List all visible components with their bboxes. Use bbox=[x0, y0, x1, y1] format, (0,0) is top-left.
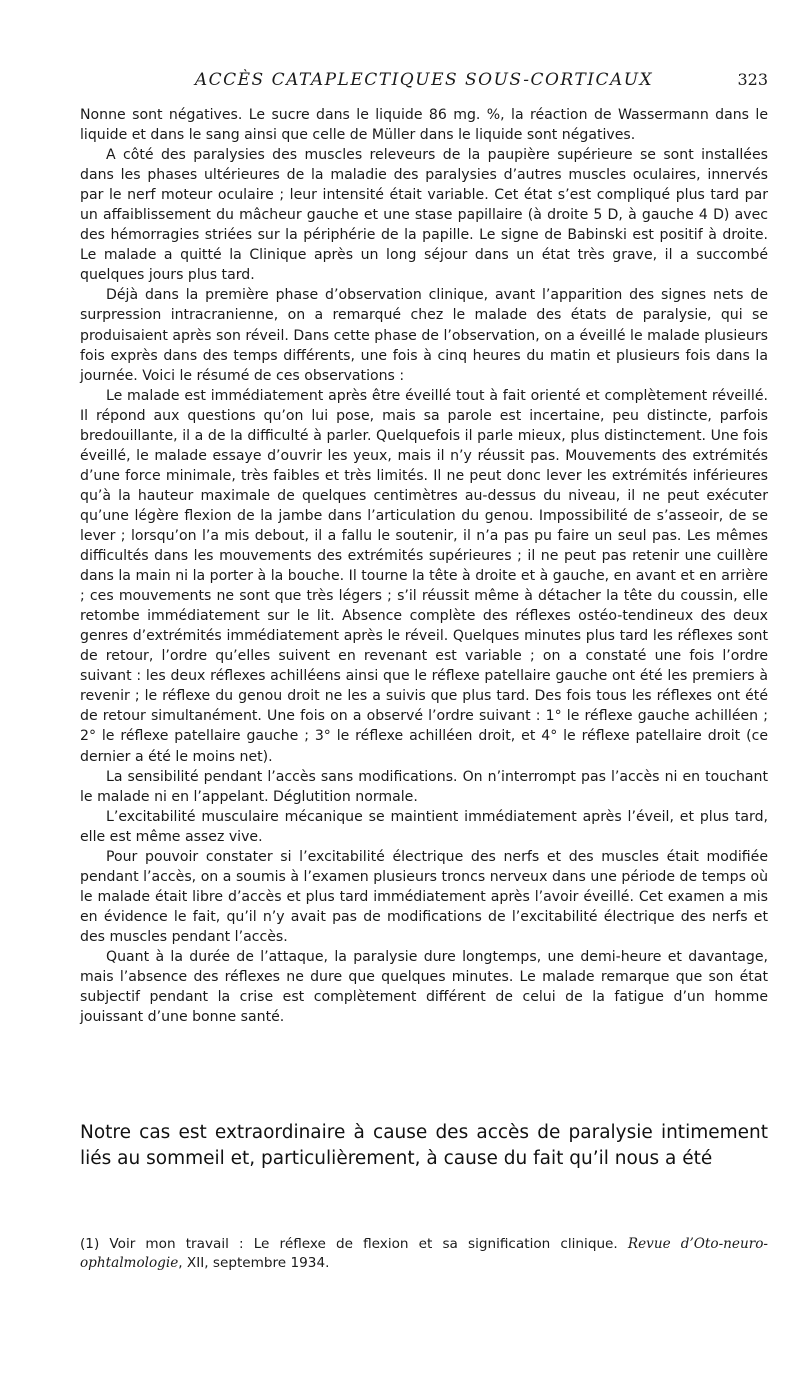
body-text bbox=[80, 105, 768, 1027]
footnote-text: Voir mon travail : Le réflexe de flexion et sa signification clinique. bbox=[109, 1236, 618, 1252]
paragraph: Pour pouvoir constater si l’excitabilité électrique des nerfs et des muscles était modifiée pendant l’accès, on a soumis à l’examen plusieurs troncs nerveux dans une période de temps où le malade était libre d’accès et plus tard immédiatement après l’avoir éveillé. Cet examen a mis en évidence le fait, qu’il n’y avait pas de modifications de l’excitabilité électrique des nerfs et des muscles pendant l’accès. bbox=[80, 848, 768, 945]
paragraph: L’excitabilité musculaire mécanique se maintient immédiatement après l’éveil, et plus tard, elle est même assez vive. bbox=[80, 808, 768, 845]
running-title: ACCÈS CATAPLECTIQUES SOUS-CORTICAUX bbox=[194, 70, 654, 90]
paragraph: Déjà dans la première phase d’observation clinique, avant l’apparition des signes nets de surpression intracranienne, on a remarqué chez le malade des états de paralysie, qui se produisaient après son réveil. Dans cette phase de l’observation, on a éveillé le malade plusieurs fois exprès dans des temps différents, une fois à cinq heures du matin et plusieurs fois dans la journée. Voici le résumé de ces observations : bbox=[80, 287, 768, 384]
footnote-marker: (1) bbox=[80, 1236, 100, 1252]
page-number: 323 bbox=[737, 70, 768, 89]
running-head bbox=[80, 70, 768, 94]
footnote-journal: Revue d’Oto-neuro-ophtalmologie bbox=[80, 1236, 768, 1271]
paragraph: Le malade est immédiatement après être éveillé tout à fait orienté et complètement réveillé. Il répond aux questions qu’on lui pose, mais sa parole est incertaine, peu distincte, parfois bredouillante, il a de la difficulté à parler. Quelquefois il parle mieux, plus distinctement. Une fois éveillé, le malade essaye d’ouvrir les yeux, mais il n’y réussit pas. Mouvements des extrémités d’une force minimale, très faibles et très limités. Il ne peut donc lever les extrémités inférieures qu’à la hauteur maximale de quelques centimètres au-dessus du niveau, il ne peut exécuter qu’une légère flexion de la jambe dans l’articulation du genou. Impossibilité de s’asseoir, de se lever ; lorsqu’on l’a mis debout, il a fallu le soutenir, il n’a pas pu faire un seul pas. Les mêmes difficultés dans les mouvements des extrémités supérieures ; il ne peut pas retenir une cuillère dans la main ni la porter à la bouche. Il tourne la tête à droite et à gauche, en avant et en arrière ; ces mouvements ne sont que très légers ; s’il réussit même à détacher la tête du coussin, elle retombe immédiatement sur le lit. Absence complète des réflexes ostéo-tendineux des deux genres d’extrémités immédiatement après le réveil. Quelques minutes plus tard les réflexes sont de retour, l’ordre qu’elles suivent en revenant est variable ; on a constaté une fois l’ordre suivant : les deux réflexes achilléens ainsi que le réflexe patellaire gauche ont été les premiers à revenir ; le réflexe du genou droit ne les a suivis que plus tard. Des fois tous les réflexes ont été de retour simultanément. Une fois on a observé l’ordre suivant : 1° le réflexe gauche achilléen ; 2° le réflexe patellaire gauche ; 3° le réflexe achilléen droit, et 4° le réflexe patellaire droit (ce dernier a été le moins net). bbox=[80, 387, 768, 765]
paragraph: La sensibilité pendant l’accès sans modifications. On n’interrompt pas l’accès ni en touchant le malade ni en l’appelant. Déglutition normale. bbox=[80, 768, 768, 805]
paragraph: A côté des paralysies des muscles releveurs de la paupière supérieure se sont installées dans les phases ultérieures de la maladie des paralysies d’autres muscles oculaires, innervés par le nerf moteur oculaire ; leur intensité était variable. Cet état s’est compliqué plus tard par un affaiblissement du mâcheur gauche et une stase papillaire (à droite 5 D, à gauche 4 D) avec des hémorragies striées sur la périphérie de la papille. Le signe de Babinski est positif à droite. Le malade a quitté la Clinique après un long séjour dans un état très grave, il a succombé quelques jours plus tard. bbox=[80, 147, 768, 284]
footnote-reference: , XII, septembre 1934. bbox=[178, 1255, 330, 1271]
paragraph: Quant à la durée de l’attaque, la paralysie dure longtemps, une demi-heure et davantage, mais l’absence des réflexes ne dure que quelques minutes. Le malade remarque que son état subjectif pendant la crise est complètement différent de celui de la fatigue d’un homme jouissant d’une bonne santé. bbox=[80, 948, 768, 1026]
emphasis-paragraph: Notre cas est extraordinaire à cause des accès de paralysie intimement liés au sommeil et, particulièrement, à cause du fait qu’il nous a été bbox=[80, 1122, 768, 1169]
paragraph: Nonne sont négatives. Le sucre dans le liquide 86 mg. %, la réaction de Wassermann dans le liquide et dans le sang ainsi que celle de Müller dans le liquide sont négatives. bbox=[80, 107, 768, 144]
footnote bbox=[80, 1235, 768, 1273]
